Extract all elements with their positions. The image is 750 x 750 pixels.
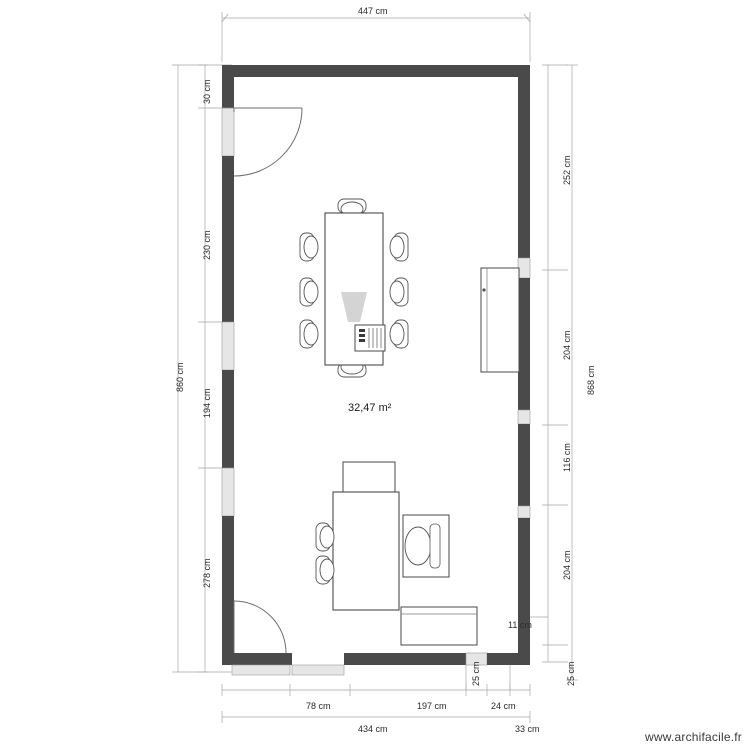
wall-bottom-e: [487, 653, 530, 665]
wall-right-opening-1: [518, 258, 530, 278]
dim-bottom-25: 25 cm: [471, 661, 481, 686]
wall-left-d: [222, 516, 234, 665]
dim-left-860: 860 cm: [175, 362, 185, 392]
dim-left-30: 30 cm: [202, 79, 212, 104]
wall-right-a: [518, 65, 530, 270]
wall-right-opening-2: [518, 410, 530, 424]
desk[interactable]: [333, 492, 399, 610]
dim-right-116: 116 cm: [562, 443, 572, 472]
dim-bottom-434: 434 cm: [358, 724, 388, 734]
dim-bottom-33: 33 cm: [515, 724, 540, 734]
wall-bottom-c: [344, 653, 466, 665]
dimension-lines-top: [222, 12, 530, 62]
wall-bottom-b: [292, 665, 344, 675]
wall-left-opening-3: [222, 468, 234, 516]
wall-right-c: [518, 424, 530, 506]
room-area-label: 32,47 m²: [348, 402, 392, 414]
wall-right-d: [518, 518, 530, 665]
dim-left-194: 194 cm: [202, 388, 212, 418]
office-chair[interactable]: [403, 515, 449, 577]
wall-bottom-opening: [232, 665, 290, 675]
wall-bottom-a: [222, 653, 292, 665]
wall-left-opening-1: [222, 108, 234, 156]
dim-right-252: 252 cm: [562, 155, 572, 185]
dim-left-230: 230 cm: [202, 230, 212, 260]
dim-right-204a: 204 cm: [562, 330, 572, 360]
printer[interactable]: [355, 325, 385, 351]
dim-bottom-78: 78 cm: [306, 701, 331, 711]
desk-return[interactable]: [343, 462, 395, 492]
dim-right-868: 868 cm: [586, 365, 596, 395]
wall-left-opening-2: [222, 322, 234, 370]
dim-right-25: 25 cm: [566, 661, 576, 686]
low-cabinet[interactable]: [401, 607, 477, 645]
wall-left-c: [222, 370, 234, 468]
wall-right-b: [518, 278, 530, 410]
wall-right-opening-3: [518, 506, 530, 518]
dim-left-278: 278 cm: [202, 558, 212, 588]
wall-left-b: [222, 156, 234, 322]
watermark: www.archifacile.fr: [645, 730, 742, 744]
wall-top: [222, 65, 530, 77]
dim-right-11: 11 cm: [508, 620, 532, 630]
dim-bottom-197: 197 cm: [417, 701, 447, 711]
right-cabinet[interactable]: [481, 268, 519, 372]
wall-left-a: [222, 65, 234, 108]
dim-right-204b: 204 cm: [562, 550, 572, 580]
dim-top-447: 447 cm: [358, 6, 388, 16]
dim-bottom-24: 24 cm: [491, 701, 516, 711]
